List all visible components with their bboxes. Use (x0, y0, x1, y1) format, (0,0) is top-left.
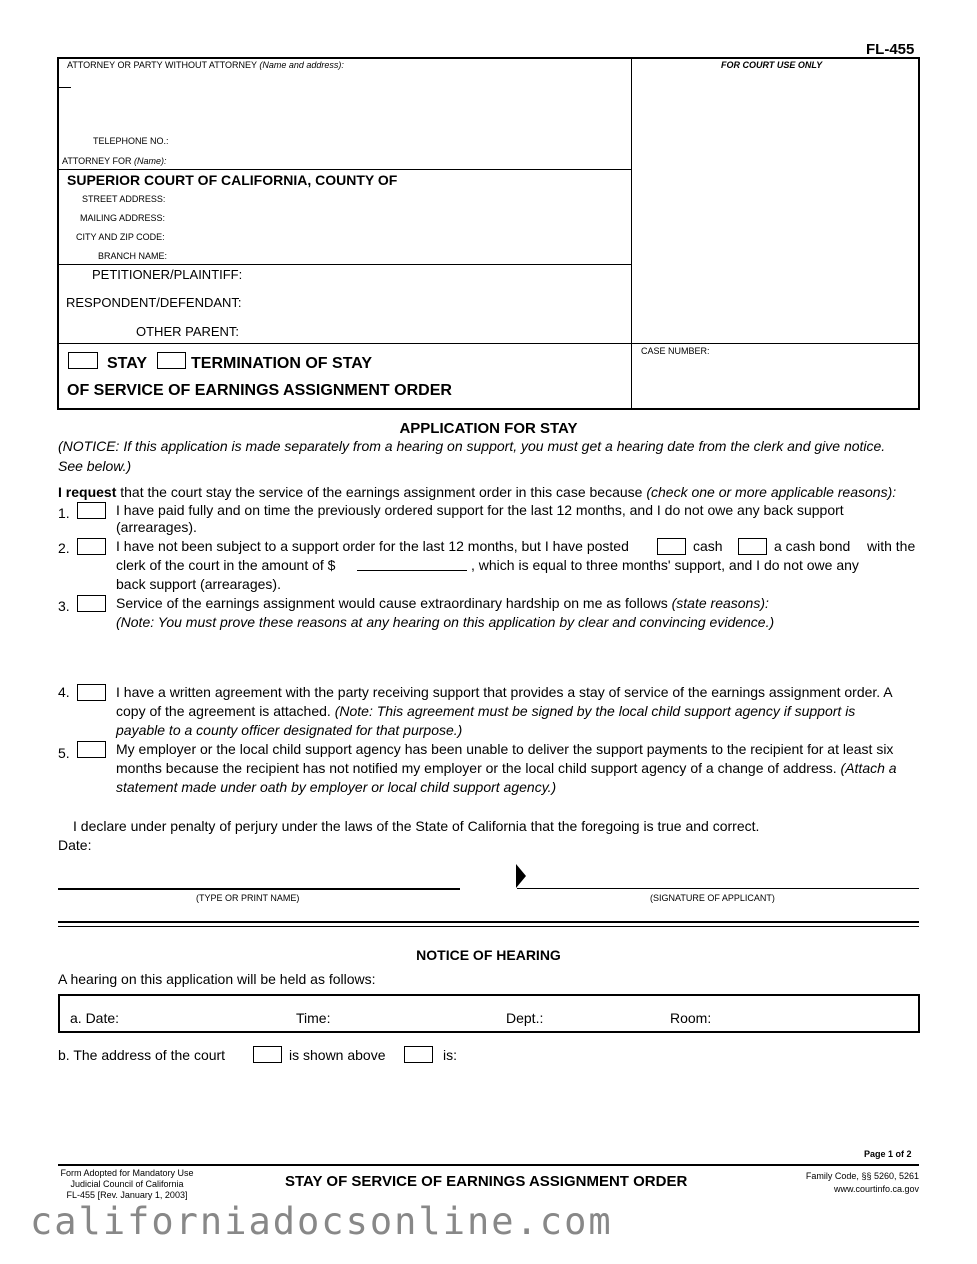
branch-label: BRANCH NAME: (98, 251, 168, 261)
address-is-checkbox[interactable] (404, 1046, 433, 1063)
respondent-label: RESPONDENT/DEFENDANT: (66, 295, 242, 310)
item-2-number: 2. (58, 540, 70, 556)
case-number-label: CASE NUMBER: (641, 346, 710, 356)
item-3-line2: (Note: You must prove these reasons at any hearing on this application by clear and convincing evidence.) (116, 614, 775, 630)
request-text: I request that the court stay the service of the earnings assignment order in this case because (check one or more applicable reasons): (58, 484, 897, 500)
item-2-checkbox[interactable] (77, 538, 106, 555)
date-label: Date: (58, 837, 92, 853)
cash-checkbox[interactable] (657, 538, 686, 555)
item-1-line1: I have paid fully and on time the previously ordered support for the last 12 months, and I do not owe any back support (116, 502, 844, 518)
notice-line1: (NOTICE: If this application is made separately from a hearing on support, you must get a hearing date from the clerk and give notice. (58, 438, 886, 454)
hearing-dept-label[interactable]: Dept.: (506, 1010, 544, 1026)
footer-title: STAY OF SERVICE OF EARNINGS ASSIGNMENT ORDER (285, 1173, 688, 1190)
code-block: Family Code, §§ 5260, 5261 www.courtinfo.ca.gov (805, 1171, 919, 1194)
signature-arrow-icon (516, 864, 528, 888)
attorney-for-label: ATTORNEY FOR (Name): (62, 156, 167, 166)
type-name-label: (TYPE OR PRINT NAME) (196, 893, 300, 903)
item-5-line3: statement made under oath by employer or local child support agency.) (116, 779, 557, 795)
hearing-intro: A hearing on this application will be held as follows: (58, 971, 376, 987)
with-the-label: with the (867, 538, 916, 554)
caption-box (57, 57, 920, 410)
item-5-number: 5. (58, 745, 70, 761)
hearing-box (58, 994, 920, 1033)
court-address-label: b. The address of the court (58, 1047, 226, 1063)
item-2-line1: I have not been subject to a support order for the last 12 months, but I have posted (116, 538, 629, 554)
item-3-line1: Service of the earnings assignment would cause extraordinary hardship on me as follows (state reasons): (116, 595, 769, 611)
hearing-date-label[interactable]: a. Date: (70, 1010, 120, 1026)
cash-bond-label: a cash bond (774, 538, 851, 554)
petitioner-label: PETITIONER/PLAINTIFF: (92, 267, 243, 282)
watermark: californiadocsonline.com (30, 1200, 613, 1243)
court-use-label: FOR COURT USE ONLY (721, 60, 823, 70)
termination-checkbox[interactable] (157, 352, 186, 369)
item-4-line1: I have a written agreement with the party receiving support that provides a stay of service of the earnings assignment order. A (116, 684, 893, 700)
shown-above-checkbox[interactable] (253, 1046, 282, 1063)
termination-label: TERMINATION OF STAY (191, 355, 373, 372)
declaration: I declare under penalty of perjury under the laws of the State of California that the foregoing is true and correct. (73, 818, 760, 834)
cash-bond-checkbox[interactable] (738, 538, 767, 555)
item-2-line2a: clerk of the court in the amount of $ (116, 557, 336, 573)
amount-field[interactable] (357, 570, 467, 571)
signature-line[interactable] (517, 888, 919, 889)
cash-label: cash (693, 538, 723, 554)
court-title: SUPERIOR COURT OF CALIFORNIA, COUNTY OF (67, 172, 398, 188)
hearing-heading: NOTICE OF HEARING (416, 947, 561, 963)
other-parent-label: OTHER PARENT: (136, 324, 240, 339)
item-4-line3: payable to a county officer designated for that purpose.) (116, 722, 463, 738)
attorney-label: ATTORNEY OR PARTY WITHOUT ATTORNEY (Name and address): (67, 60, 344, 70)
mailing-label: MAILING ADDRESS: (80, 213, 166, 223)
page-number: Page 1 of 2 (864, 1149, 912, 1159)
stay-label: STAY (107, 355, 148, 372)
item-2-line3: back support (arrearages). (116, 576, 281, 592)
item-3-number: 3. (58, 598, 70, 614)
item-5-line1: My employer or the local child support agency has been unable to deliver the support payments to the recipient for at least six (116, 741, 894, 757)
item-4-checkbox[interactable] (77, 684, 106, 701)
title-line2: OF SERVICE OF EARNINGS ASSIGNMENT ORDER (67, 382, 452, 399)
form-number: FL-455 (866, 41, 915, 58)
application-heading: APPLICATION FOR STAY (399, 420, 578, 437)
item-2-line2b: , which is equal to three months' support, and I do not owe any (471, 557, 859, 573)
print-name-line[interactable] (58, 888, 460, 890)
item-1-checkbox[interactable] (77, 502, 106, 519)
address-is-label: is: (443, 1047, 457, 1063)
signature-label: (SIGNATURE OF APPLICANT) (650, 893, 775, 903)
shown-above-label: is shown above (289, 1047, 386, 1063)
street-label: STREET ADDRESS: (82, 194, 166, 204)
item-3-checkbox[interactable] (77, 595, 106, 612)
item-5-line2: months because the recipient has not notified my employer or the local child support agency of a change of address. (Attach a (116, 760, 897, 776)
notice-line2: See below.) (58, 458, 132, 474)
hearing-time-label[interactable]: Time: (296, 1010, 331, 1026)
item-4-line2: copy of the agreement is attached. (Note: This agreement must be signed by the local child support agency if support is (116, 703, 856, 719)
item-1-line2: (arrearages). (116, 519, 197, 535)
city-label: CITY AND ZIP CODE: (76, 232, 165, 242)
hearing-room-label[interactable]: Room: (670, 1010, 712, 1026)
item-4-number: 4. (58, 684, 70, 700)
item-5-checkbox[interactable] (77, 741, 106, 758)
item-1-number: 1. (58, 505, 70, 521)
adopted-block: Form Adopted for Mandatory Use Judicial Council of California FL-455 [Rev. January 1, 2003] (60, 1168, 194, 1200)
telephone-label: TELEPHONE NO.: (93, 136, 169, 146)
stay-checkbox[interactable] (68, 352, 98, 369)
